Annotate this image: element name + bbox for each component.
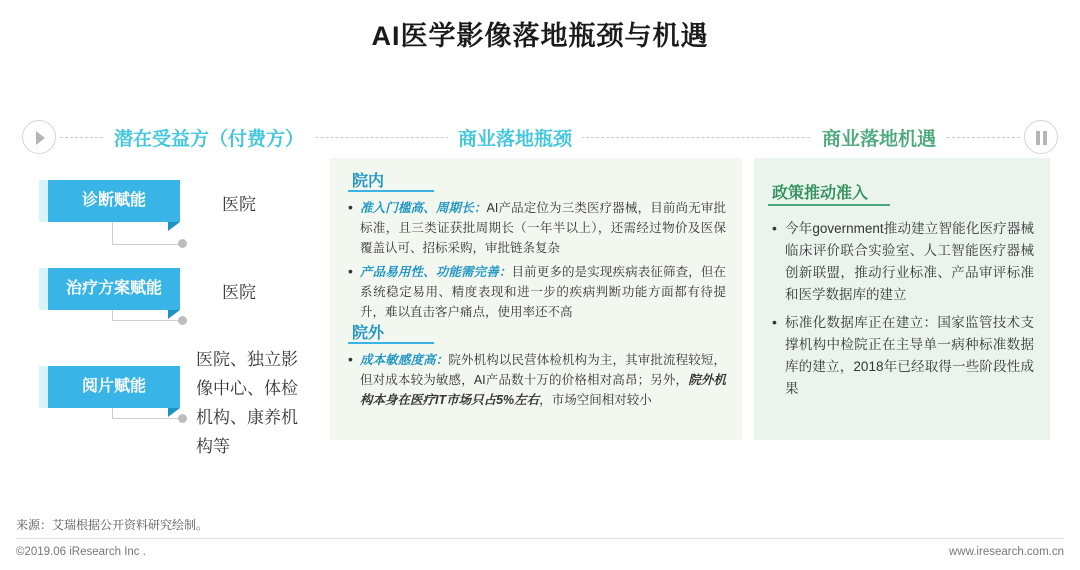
subheading-inside-underline: [348, 190, 434, 192]
play-icon[interactable]: [22, 120, 56, 154]
website-url: www.iresearch.com.cn: [948, 546, 1064, 558]
connector-dot-3: [178, 414, 187, 423]
connector-line-1: [112, 222, 183, 245]
bottleneck-inside-list: [348, 198, 726, 326]
pause-bar-right: [1043, 131, 1047, 145]
subheading-inside-hospital: 院内: [352, 173, 385, 190]
bullet-text-1: AI产品定位为三类医疗器械，目前尚无审批标准，且三类证获批周期长（一年半以上），还需经过物价及医保覆盖认可、招标采购，审批链条复杂: [360, 201, 726, 255]
connector-line-3: [112, 408, 183, 419]
beneficiary-target-2: 医院: [222, 283, 256, 302]
pause-bar-left: [1036, 131, 1040, 145]
page-title: AI医学影像落地瓶颈与机遇: [371, 21, 709, 51]
bullet-lead-1: 准入门槛高、周期长：: [360, 201, 487, 215]
list-item: • 标准化数据库正在建立：国家监管技术支撑机构中检院正在主导单一病种标准数据库的建立，2018年已经取得一些阶段性成果: [772, 312, 1034, 400]
subheading-outside-hospital: 院外: [352, 325, 385, 342]
connector-line-2: [112, 310, 183, 321]
bullet-text-3a: 院外机构以民营体检机构为主，其审批流程较短，但对成本较为敏感，AI产品数十万的价格相对高昂；另外，: [360, 353, 726, 387]
subheading-policy-underline: [768, 204, 890, 206]
list-item: [348, 198, 726, 258]
bullet-text-3b: ，市场空间相对较小: [539, 393, 652, 407]
bullet-text-2: 目前更多的是实现疾病表征筛查，但在系统稳定易用、精度表现和进一步的疾病判断功能方面都有待提升，难以直击客户痛点，使用率还不高: [360, 265, 726, 319]
heading-bottleneck: 商业落地瓶颈: [448, 124, 582, 151]
copyright-text: ©2019.06 iResearch Inc .: [16, 546, 146, 558]
list-item: • 今年government推动建立智能化医疗器械临床评价联合实验室、人工智能医疗器械创新联盟，推动行业标准、产品审评标准和医学数据库的建立: [772, 218, 1034, 306]
connector-dot-1: [178, 239, 187, 248]
heading-opportunity: 商业落地机遇: [812, 124, 946, 151]
subheading-policy: 政策推动准入: [772, 185, 869, 202]
tag-treatment-plan-enable[interactable]: 治疗方案赋能: [48, 268, 180, 310]
beneficiary-target-1: 医院: [222, 195, 256, 214]
source-note: 来源：艾瑞根据公开资料研究绘制。: [16, 518, 209, 532]
list-item: [348, 262, 726, 322]
section-header-band: [0, 120, 1080, 154]
heading-beneficiary: 潜在受益方（付费方）: [104, 124, 314, 151]
opportunity-list: [772, 218, 1034, 406]
tag-reading-enable[interactable]: 阅片赋能: [48, 366, 180, 408]
footer-divider: [16, 538, 1064, 539]
list-item: [348, 350, 726, 410]
bullet-highlight-3: 院外机构本身在医疗IT市场只占5%左右: [360, 373, 726, 407]
tag-diagnosis-enable[interactable]: 诊断赋能: [48, 180, 180, 222]
bottleneck-outside-list: [348, 350, 726, 414]
beneficiary-target-3: 医院、独立影像中心、体检机构、康养机构等: [196, 350, 298, 456]
connector-dot-2: [178, 316, 187, 325]
bullet-lead-3: 成本敏感度高：: [360, 353, 449, 367]
subheading-outside-underline: [348, 342, 434, 344]
pause-icon[interactable]: [1024, 120, 1058, 154]
bullet-lead-2: 产品易用性、功能需完善：: [360, 265, 512, 279]
